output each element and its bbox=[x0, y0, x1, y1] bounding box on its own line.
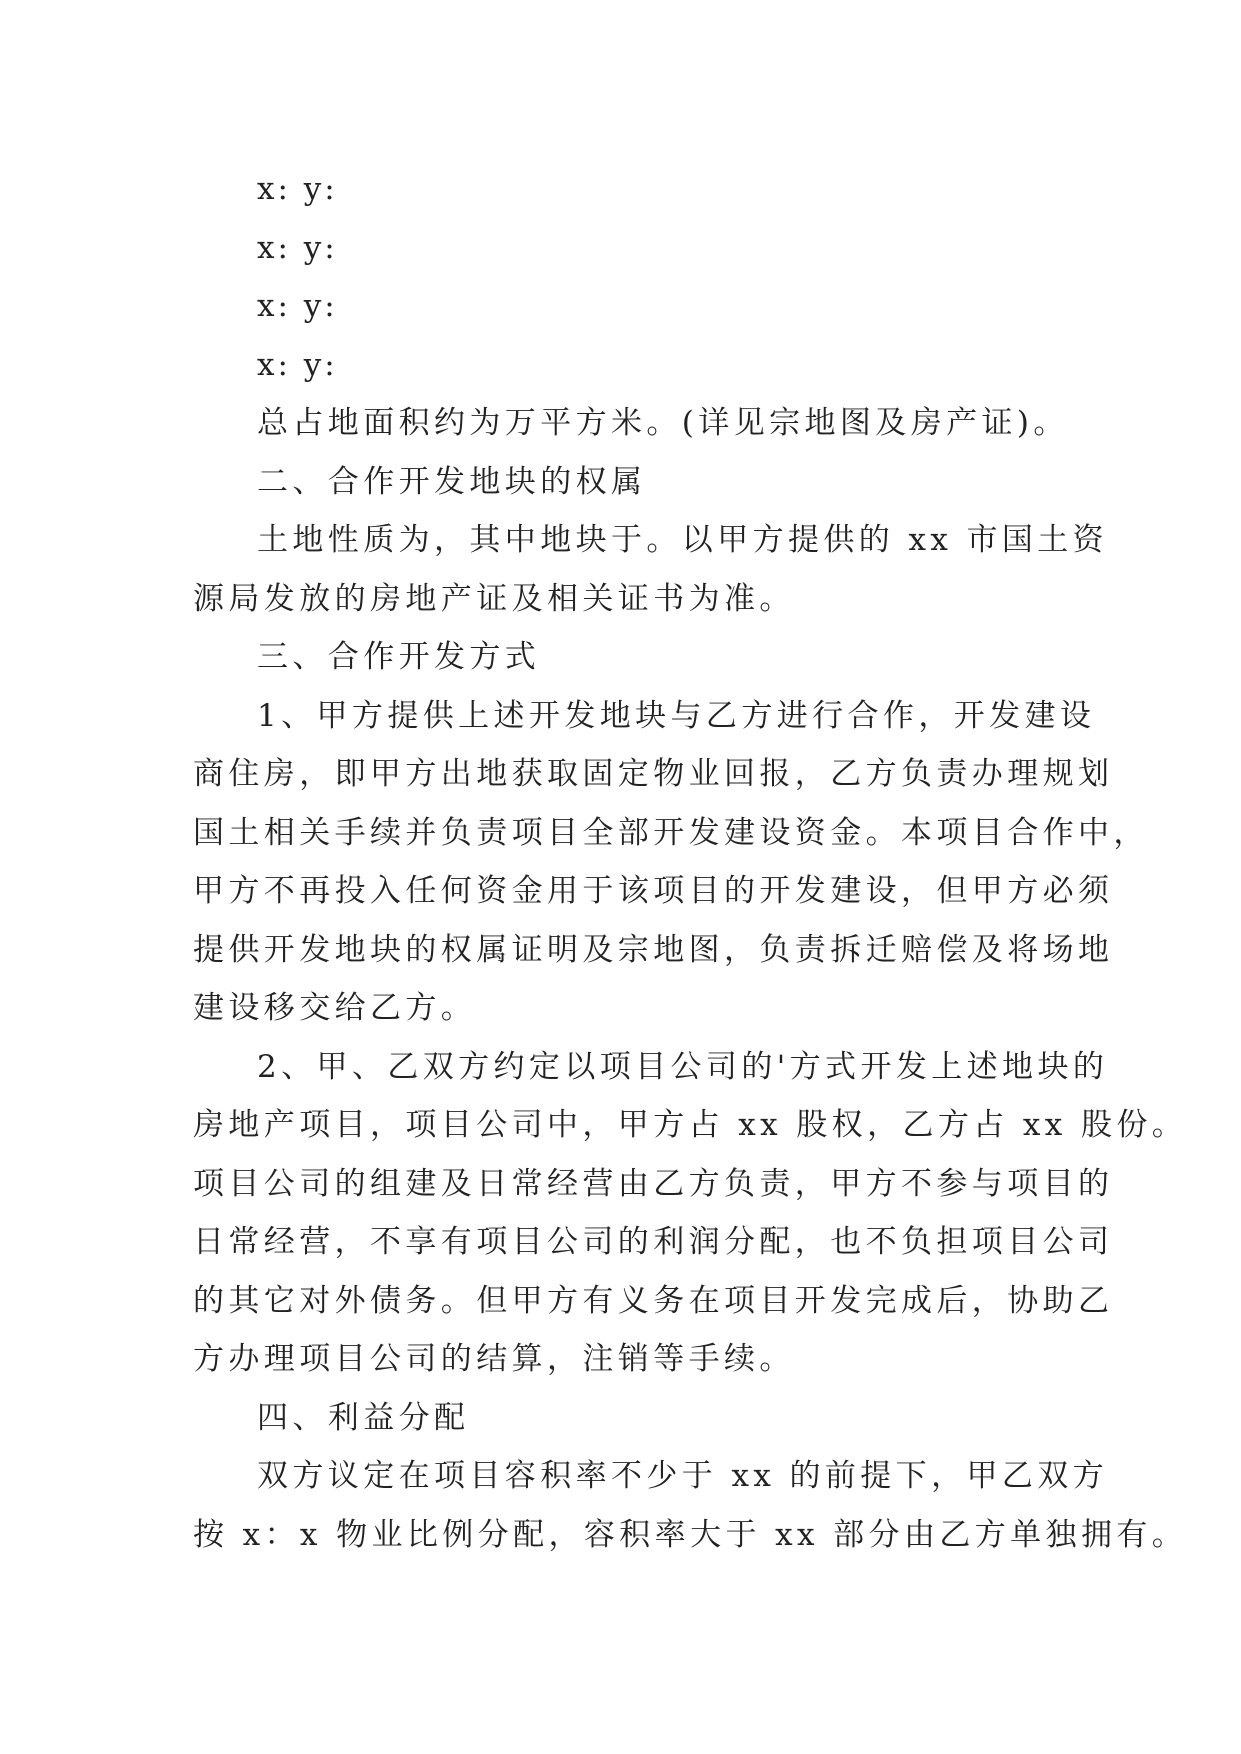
paragraph-line: 项目公司的组建及日常经营由乙方负责，甲方不参与项目的 bbox=[193, 1165, 1114, 1202]
coordinate-line: x: y: bbox=[257, 346, 338, 383]
paragraph-line: 土地性质为，其中地块于。以甲方提供的 xx 市国土资 bbox=[257, 522, 1109, 558]
paragraph-ownership bbox=[193, 511, 1109, 628]
paragraph-line: 的其它对外债务。但甲方有义务在项目开发完成后，协助乙 bbox=[193, 1282, 1114, 1319]
paragraph-line: 方办理项目公司的结算，注销等手续。 bbox=[193, 1341, 795, 1377]
paragraph-cooperation-2 bbox=[193, 1038, 1188, 1389]
paragraph-line: 按 x：x 物业比例分配，容积率大于 xx 部分由乙方单独拥有。 bbox=[193, 1516, 1188, 1553]
area-statement: 总占地面积约为万平方米。(详见宗地图及房产证)。 bbox=[257, 405, 1069, 441]
paragraph-line: 房地产项目，项目公司中，甲方占 xx 股权，乙方占 xx 股份。 bbox=[193, 1107, 1188, 1143]
paragraph-line: 商住房，即甲方出地获取固定物业回报，乙方负责办理规划 bbox=[193, 756, 1114, 792]
paragraph-line: 日常经营，不享有项目公司的利润分配，也不负担项目公司 bbox=[193, 1224, 1114, 1260]
paragraph-line: 1、甲方提供上述开发地块与乙方进行合作，开发建设 bbox=[257, 697, 1096, 734]
document-body bbox=[193, 160, 1188, 1564]
coordinate-line: x: y: bbox=[257, 229, 338, 266]
section-heading-profit-distribution: 四、利益分配 bbox=[257, 1399, 470, 1436]
paragraph-cooperation-1 bbox=[193, 687, 1149, 1038]
paragraph-line: 国土相关手续并负责项目全部开发建设资金。本项目合作中， bbox=[193, 814, 1149, 851]
coordinate-line: x: y: bbox=[257, 171, 338, 207]
paragraph-line: 双方议定在项目容积率不少于 xx 的前提下，甲乙双方 bbox=[257, 1458, 1109, 1494]
paragraph-profit-distribution bbox=[193, 1447, 1188, 1564]
paragraph-line: 提供开发地块的权属证明及宗地图，负责拆迁赔偿及将场地 bbox=[193, 931, 1114, 968]
paragraph-line: 建设移交给乙方。 bbox=[193, 990, 477, 1026]
paragraph-line: 2、甲、乙双方约定以项目公司的'方式开发上述地块的 bbox=[257, 1048, 1109, 1085]
section-heading-ownership: 二、合作开发地块的权属 bbox=[257, 463, 647, 500]
section-heading-cooperation-method: 三、合作开发方式 bbox=[257, 639, 541, 675]
paragraph-line: 源局发放的房地产证及相关证书为准。 bbox=[193, 580, 795, 617]
paragraph-line: 甲方不再投入任何资金用于该项目的开发建设，但甲方必须 bbox=[193, 873, 1114, 909]
coordinate-line: x: y: bbox=[257, 288, 338, 324]
